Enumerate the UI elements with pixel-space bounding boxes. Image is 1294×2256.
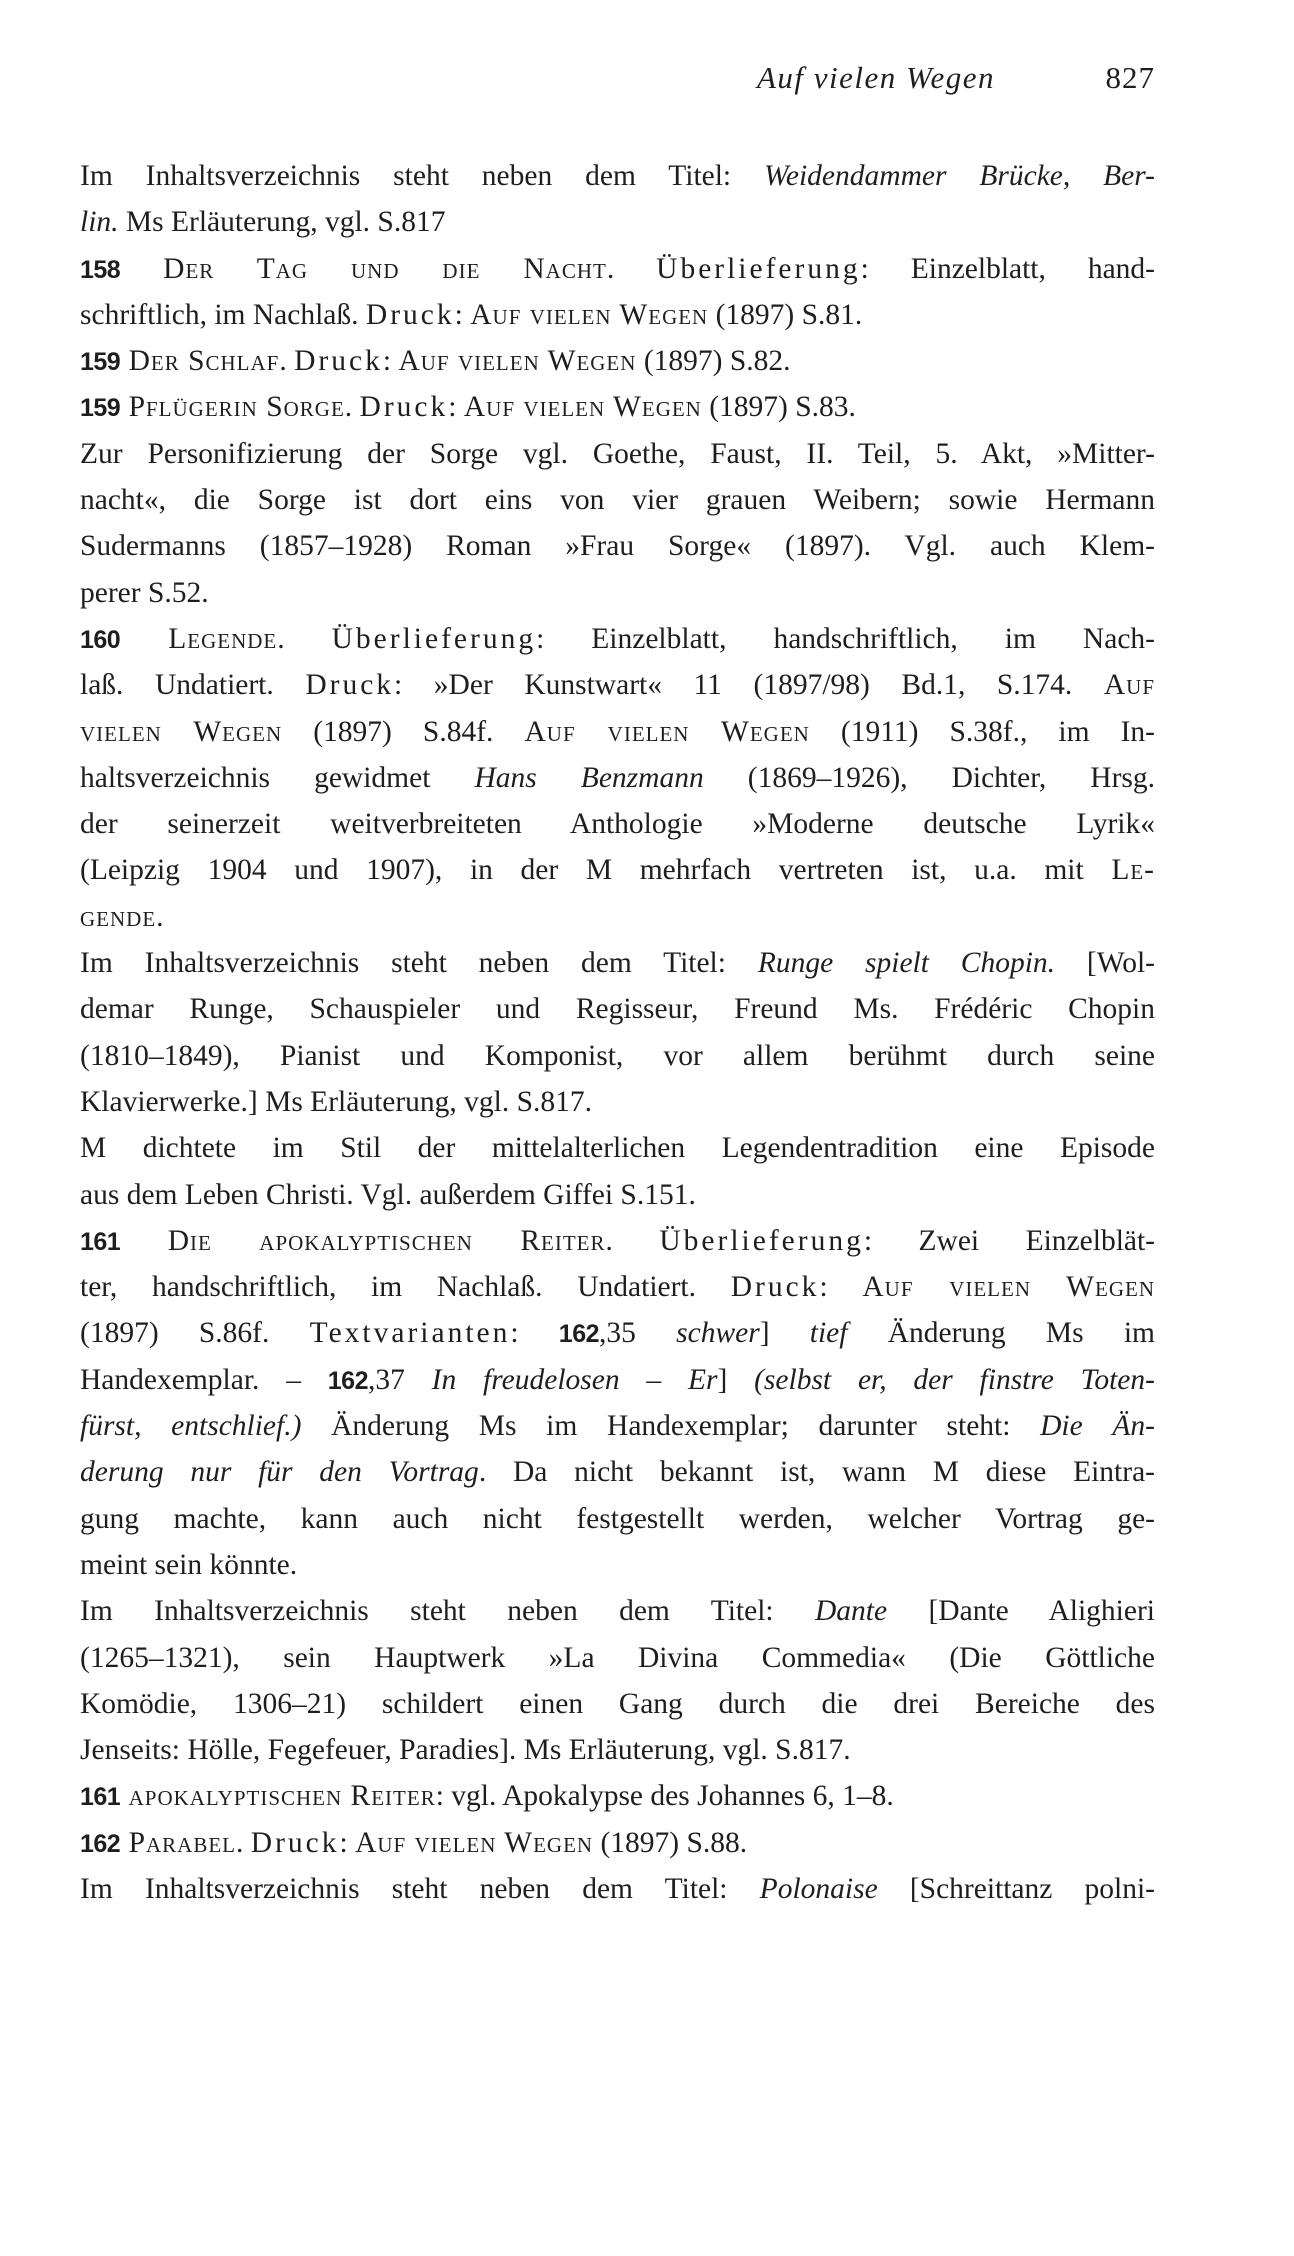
italic-text: Runge spielt Chopin. [757, 947, 1056, 980]
spaced-keyword: Textvarianten [309, 1317, 511, 1350]
text-span: Sudermanns (1857–1928) Roman »Frau Sorge« (1897). Vgl. auch Klem- [80, 530, 1155, 563]
text-span: (1897) S.83. [701, 391, 856, 424]
italic-text: Polonaise [759, 1872, 878, 1905]
text-line [80, 199, 1155, 245]
spaced-keyword: Überlieferung [659, 1224, 864, 1257]
text-span: . [344, 391, 360, 424]
running-header [80, 60, 1155, 110]
text-line [80, 801, 1155, 847]
text-span: Ms Erläuterung, vgl. S.817 [118, 206, 446, 239]
spaced-keyword: Druck [305, 669, 395, 702]
text-span: . [277, 622, 332, 655]
text-span: Zur Personifizierung der Sorge vgl. Goethe, Faust, II. Teil, 5. Akt, »Mitter- [80, 437, 1155, 470]
text-line [80, 431, 1155, 477]
small-caps-title: gende [80, 900, 157, 933]
small-caps-title: Auf [1103, 669, 1155, 702]
text-span: perer S.52. [80, 576, 209, 609]
text-line [80, 1681, 1155, 1727]
text-line [80, 1820, 1155, 1866]
text-line [80, 1403, 1155, 1449]
spaced-keyword: Überlieferung [656, 252, 861, 285]
text-line [80, 384, 1155, 430]
entry-number: 160 [80, 625, 121, 654]
text-span: ,35 [599, 1317, 677, 1350]
text-span: schriftlich, im Nachlaß. [80, 298, 366, 331]
small-caps-title: Auf vielen Wegen [398, 345, 637, 378]
small-caps-title: Die apokalyptischen Reiter [120, 1224, 606, 1257]
text-line [80, 940, 1155, 986]
text-span: (1897) S.82. [636, 345, 791, 378]
italic-text: tief [809, 1317, 848, 1350]
text-span: . [279, 345, 295, 378]
text-span: haltsverzeichnis gewidmet [80, 761, 475, 794]
italic-text: In freudelosen – Er [431, 1363, 718, 1396]
text-span: [Wol- [1055, 947, 1155, 980]
entry-number: 159 [80, 394, 121, 423]
text-line [80, 755, 1155, 801]
text-span: . [156, 900, 164, 933]
text-span: ,37 [367, 1363, 432, 1396]
text-span: ] [759, 1317, 810, 1350]
entry-number: 162 [80, 1829, 121, 1858]
entry-number: 159 [80, 348, 121, 377]
running-title: Auf vielen Wegen [756, 60, 995, 95]
small-caps-title: Auf vielen Wegen [463, 391, 702, 424]
text-span: nacht«, die Sorge ist dort eins von vier grauen Weibern; sowie Hermann [80, 484, 1155, 517]
text-span: . [606, 252, 657, 285]
text-span: [Dante Alighieri [887, 1595, 1155, 1628]
text-line [80, 894, 1155, 940]
text-span: : Zwei Einzelblät- [863, 1224, 1155, 1257]
text-span: : »Der Kunstwart« 11 (1897/98) Bd.1, S.174. [394, 669, 1104, 702]
text-span: M dichtete im Stil der mittelalterlichen Legendentradition eine Episode [80, 1132, 1155, 1165]
spaced-keyword: Druck [730, 1271, 820, 1304]
text-span: : vgl. Apokalypse des Johannes 6, 1–8. [435, 1780, 894, 1813]
italic-text: lin. [80, 206, 119, 239]
text-span: : [448, 391, 464, 424]
text-span: Änderung Ms im [847, 1317, 1155, 1350]
text-span: der seinerzeit weitverbreiteten Anthologie »Moderne deutsche Lyrik« [80, 808, 1155, 841]
text-span: . Da nicht bekannt ist, wann M diese Eintra- [478, 1456, 1155, 1489]
text-line [80, 1773, 1155, 1819]
spaced-keyword: Druck [250, 1826, 340, 1859]
text-span: (1897) S.81. [708, 298, 863, 331]
small-caps-title: Le- [1111, 854, 1155, 887]
italic-text: schwer [676, 1317, 760, 1350]
text-span: Klavierwerke.] Ms Erläuterung, vgl. S.817. [80, 1085, 593, 1118]
spaced-keyword: Druck [359, 391, 449, 424]
small-caps-title: Legende [120, 622, 278, 655]
text-line [80, 1125, 1155, 1171]
text-span: Komödie, 1306–21) schildert einen Gang durch die drei Bereiche des [80, 1687, 1155, 1720]
text-span: : [339, 1826, 356, 1859]
text-span: demar Runge, Schauspieler und Regisseur, Freund Ms. Frédéric Chopin [80, 993, 1155, 1026]
text-span: (1869–1926), Dichter, Hrsg. [703, 761, 1155, 794]
entry-number: 161 [80, 1783, 121, 1812]
text-line [80, 1218, 1155, 1264]
text-span: : [819, 1271, 863, 1304]
text-span: Im Inhaltsverzeichnis steht neben dem Titel: [80, 1872, 760, 1905]
text-span: . [605, 1224, 660, 1257]
italic-text: Dante [814, 1595, 888, 1628]
italic-text: (selbst er, der finstre Toten- [754, 1363, 1155, 1396]
text-line [80, 1496, 1155, 1542]
small-caps-title: Auf vielen Wegen [524, 715, 810, 748]
text-line [80, 1079, 1155, 1125]
text-span: Im Inhaltsverzeichnis steht neben dem Titel: [80, 1595, 815, 1628]
text-span: Jenseits: Hölle, Fegefeuer, Paradies]. Ms Erläuterung, vgl. S.817. [80, 1734, 851, 1767]
entry-number: 162 [327, 1366, 368, 1395]
text-line [80, 616, 1155, 662]
italic-text: Weidendammer Brücke, Ber- [764, 160, 1155, 192]
small-caps-title: Pflügerin Sorge [120, 391, 345, 424]
text-line [80, 662, 1155, 708]
text-line [80, 1635, 1155, 1681]
text-line [80, 1264, 1155, 1310]
text-line [80, 153, 1155, 199]
commentary-text [80, 153, 1155, 1912]
text-line [80, 1033, 1155, 1079]
text-line [80, 1310, 1155, 1356]
text-span: (1897) S.88. [593, 1826, 748, 1859]
text-line [80, 986, 1155, 1032]
text-line [80, 1727, 1155, 1773]
spaced-keyword: Überlieferung [331, 622, 537, 655]
entry-number: 158 [80, 255, 121, 284]
small-caps-title: Auf vielen Wegen [470, 298, 709, 331]
text-line [80, 246, 1155, 292]
text-span: Im Inhaltsverzeichnis steht neben dem Titel: [80, 160, 765, 192]
text-line [80, 338, 1155, 384]
italic-text: fürst, entschlief.) [80, 1410, 302, 1443]
italic-text: derung nur für den Vortrag [80, 1456, 479, 1489]
text-span: : Einzelblatt, handschriftlich, im Nach- [536, 622, 1155, 655]
small-caps-title: Der Tag und die Nacht [120, 252, 607, 285]
text-span: Im Inhaltsverzeichnis steht neben dem Titel: [80, 947, 758, 980]
text-span: ter, handschriftlich, im Nachlaß. Undatiert. [80, 1271, 731, 1304]
text-line [80, 523, 1155, 569]
text-line [80, 1542, 1155, 1588]
page-number: 827 [1105, 60, 1155, 95]
text-line [80, 1866, 1155, 1912]
text-span: (1911) S.38f., im In- [809, 715, 1155, 748]
small-caps-title: apokalyptischen Reiter [120, 1780, 436, 1813]
text-span: gung machte, kann auch nicht festgestellt werden, welcher Vortrag ge- [80, 1502, 1155, 1535]
text-span: : [454, 298, 471, 331]
text-span: (1810–1849), Pianist und Komponist, vor allem berühmt durch seine [80, 1039, 1155, 1072]
text-span: Handexemplar. – [80, 1363, 328, 1396]
text-span: (1897) S.86f. [80, 1317, 310, 1350]
text-line [80, 477, 1155, 523]
small-caps-title: Der Schlaf [120, 345, 280, 378]
text-span: laß. Undatiert. [80, 669, 306, 702]
text-line [80, 292, 1155, 338]
small-caps-title: Parabel [120, 1826, 237, 1859]
spaced-keyword: Druck [294, 345, 383, 378]
text-span: aus dem Leben Christi. Vgl. außerdem Giffei S.151. [80, 1178, 696, 1211]
text-line [80, 570, 1155, 616]
text-line [80, 847, 1155, 893]
italic-text: Hans Benzmann [474, 761, 704, 794]
italic-text: Die Än- [1040, 1410, 1155, 1443]
entry-number: 162 [558, 1320, 600, 1349]
text-span: Änderung Ms im Handexemplar; darunter steht: [301, 1410, 1041, 1443]
text-span: (Leipzig 1904 und 1907), in der M mehrfach vertreten ist, u.a. mit [80, 854, 1112, 887]
text-line [80, 1449, 1155, 1495]
text-line [80, 709, 1155, 755]
text-span: (1897) S.84f. [282, 715, 525, 748]
small-caps-title: Auf vielen Wegen [355, 1826, 594, 1859]
text-span: ] [717, 1363, 755, 1396]
spaced-keyword: Druck [365, 298, 455, 331]
text-span: . [236, 1826, 251, 1859]
text-span: : [510, 1317, 559, 1350]
text-line [80, 1172, 1155, 1218]
small-caps-title: vielen Wegen [80, 715, 283, 748]
text-line [80, 1357, 1155, 1403]
text-span: meint sein könnte. [80, 1548, 298, 1581]
small-caps-title: Auf vielen Wegen [862, 1271, 1155, 1304]
text-span: [Schreittanz polni- [877, 1872, 1155, 1905]
text-line [80, 1588, 1155, 1634]
text-span: (1265–1321), sein Hauptwerk »La Divina Commedia« (Die Göttliche [80, 1641, 1155, 1674]
text-span: : Einzelblatt, hand- [860, 252, 1155, 285]
entry-number: 161 [80, 1227, 121, 1256]
text-span: : [382, 345, 399, 378]
